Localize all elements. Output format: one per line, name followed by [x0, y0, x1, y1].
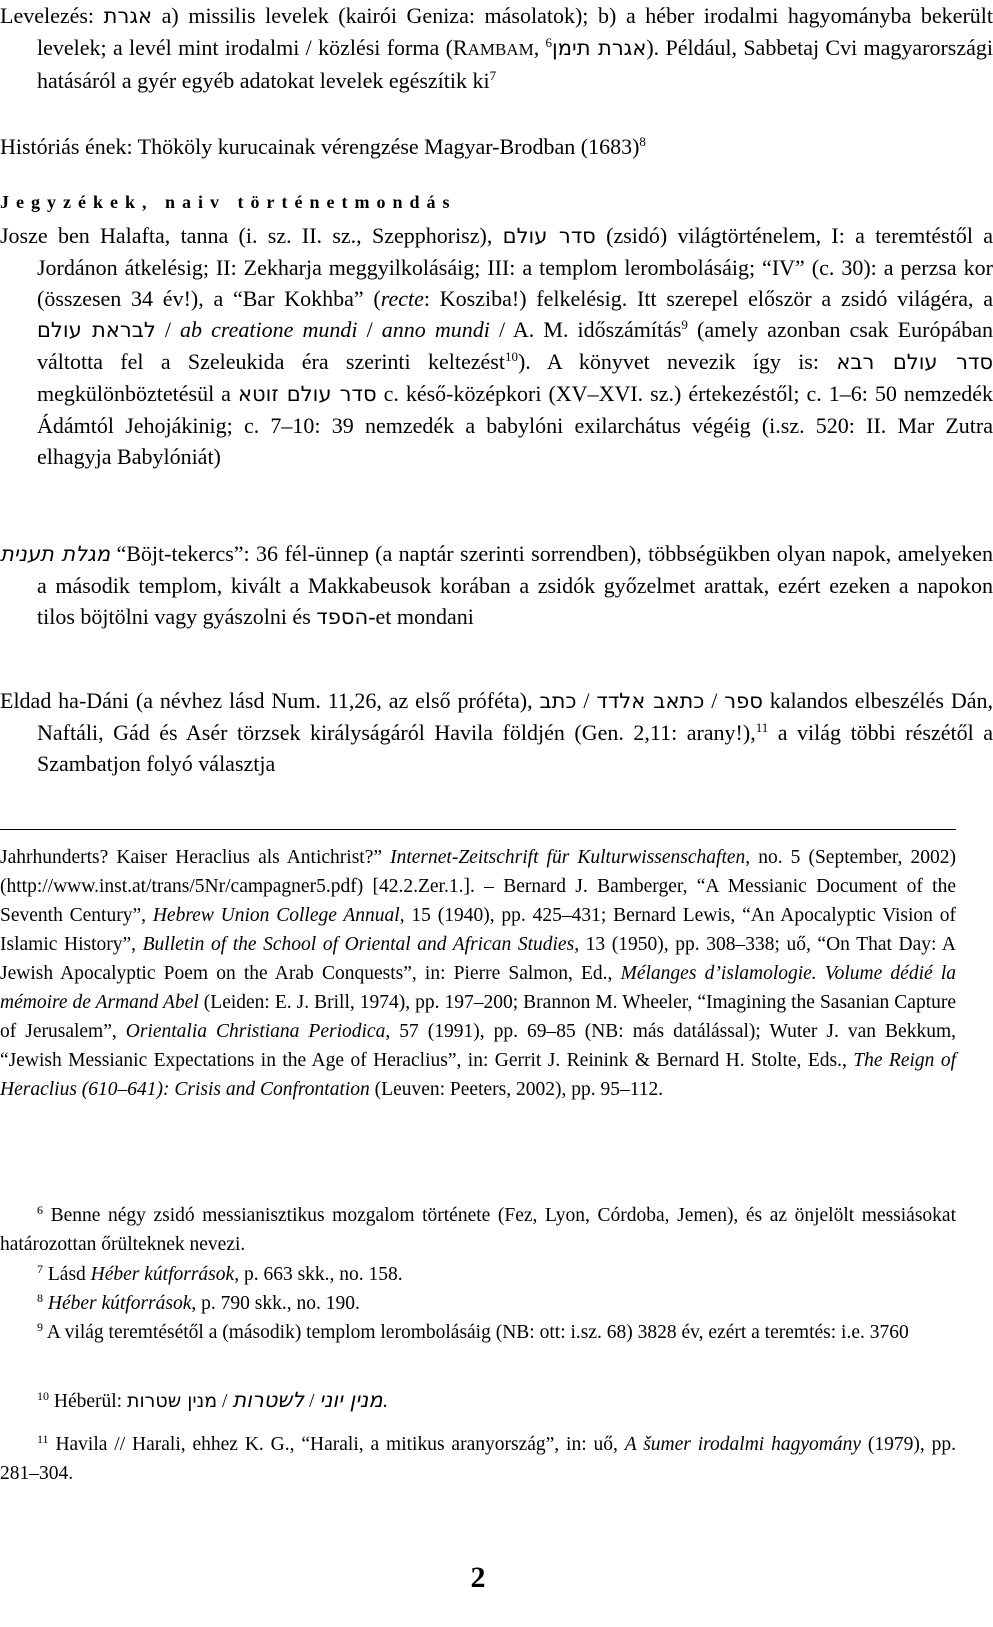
footnote-text: (Leiden: E. J. Brill, 1974), pp. 197–200; Brannon M. Wheeler, “Imagining the Sasanian Capture of Jerusalem”,: [0, 992, 957, 1042]
hebrew-term: אגרת תימן: [552, 36, 647, 60]
footnote-text: Havila // Harali, ehhez K. G., “Harali, a mitikus aranyország”, in: uő,: [48, 1434, 625, 1455]
footnote-text: Héberül:: [49, 1391, 127, 1412]
footnote-text: .: [382, 1391, 388, 1412]
entry-eldad: [0, 685, 993, 779]
footnote-text: A világ teremtésétől a (második) templom lerombolásáig (NB: ott: i.sz. 68) 3828 év, ezért a teremtés: i.e. 3760: [43, 1322, 909, 1343]
footnote-rule: [0, 829, 956, 830]
hebrew-term: מגלת תענית: [0, 542, 111, 566]
footnote-text: , p. 663 skk., no. 158.: [234, 1264, 403, 1285]
footnote-ref-11: 11: [755, 720, 769, 735]
italic-text: anno mundi: [381, 317, 490, 342]
entry-text: kalandos elbeszélés Dán, Naftáli, Gád és Asér törzsek királyságáról Havila földjén (Gen. 2,11: arany!),: [37, 688, 993, 745]
italic-text: recte: [380, 286, 424, 311]
footnote-text: /: [304, 1391, 320, 1412]
hebrew-term: סדר עולם זוטא: [237, 382, 377, 406]
hebrew-term: לשטרות: [232, 1388, 305, 1412]
footnote-number: 10: [37, 1389, 49, 1403]
hebrew-term: כתב: [539, 689, 577, 713]
footnote-text: Lásd: [43, 1264, 91, 1285]
entry-text: “Böjt-tekercs”: 36 fél-ünnep (a naptár szerinti sorrendben), többségükben olyan napok, amelyeken a második templom, kivált a Makkabeusok korában a zsidók győzelmet arattak, ezért ezeken a napokon tilos böjtölni vagy gyászolni és: [37, 541, 993, 629]
page-number: 2: [470, 1561, 486, 1594]
entry-text: c. késő-középkori (XV–XVI. sz.) értekezéstől; c. 1–6: 50 nemzedék Ádámtól Jehojákinig; c. 7–10: 39 nemzedék a babylóni exilarchátus végéig (i.sz. 520: II. Mar Zutra elhagyja Babylóniát): [37, 381, 993, 469]
entry-text: (amely azonban csak Európában váltotta fel a Szeleukida éra szerinti keltezést: [37, 317, 993, 374]
term-levelezes: Levelezés:: [0, 3, 95, 28]
footnote-8: [0, 1289, 956, 1318]
footnote-text: , p. 790 skk., no. 190.: [191, 1293, 360, 1314]
section-heading: [0, 187, 956, 216]
entry-text: ). A könyvet nevezik így is:: [517, 349, 837, 374]
italic-text: A šumer irodalmi hagyomány: [624, 1434, 861, 1455]
italic-text: Orientalia Christiana Periodica: [125, 1021, 386, 1042]
footnote-ref-6: 6: [545, 35, 553, 50]
hebrew-term: סדר עולם רבא: [836, 350, 993, 374]
footnote-text: /: [217, 1391, 233, 1412]
heading-text: Jegyzékek, naiv történetmondás: [0, 192, 457, 212]
hebrew-term: אגרת: [103, 4, 153, 28]
entry-text: /: [155, 317, 181, 342]
footnote-ref-10: 10: [504, 349, 518, 364]
footnote-10: [0, 1386, 956, 1416]
entry-text: /: [576, 688, 597, 713]
footnote-11: [0, 1430, 956, 1488]
hebrew-term: מנין יוני: [319, 1388, 383, 1412]
entry-text: (zsidó) világtörténelem, I: a teremtéstől a Jordánon átkelésig; II: Zekharja meggyilkolásáig; III: a templom lerombolásáig; “IV” (c. 30): a perzsa kor (összesen 34 év!), a “Bar Kokhba” (: [37, 223, 993, 311]
entry-text: ). Például, Sabbetaj Cvi magyarországi hatásáról a gyér egyéb adatokat levelek egészítik ki: [37, 35, 993, 93]
hebrew-term: סדר עולם: [502, 224, 596, 248]
entry-text: a világ többi részétől a Szambatjon folyó választja: [37, 720, 993, 776]
entry-megillat-taanit: [0, 538, 993, 633]
entry-historias-enek: [0, 131, 956, 162]
entry-josze: [0, 220, 993, 472]
italic-text: Mélanges d’islamologie. Volume dédié la mémoire de Armand Abel: [0, 963, 956, 1013]
entry-text: /: [704, 688, 725, 713]
italic-text: Bulletin of the School of Oriental and African Studies: [142, 934, 575, 955]
entry-text: -et mondani: [368, 604, 474, 629]
entry-levelezes: [0, 0, 993, 96]
rambam-smallcaps: AMBAM: [467, 40, 534, 59]
hebrew-term: הספד: [316, 605, 369, 629]
footnote-number: 11: [37, 1432, 49, 1446]
hebrew-term: מנין שטרות: [126, 1390, 218, 1412]
footnote-ref-7: 7: [489, 68, 497, 83]
entry-text: Josze ben Halafta, tanna (i. sz. II. sz., Szepphorisz),: [0, 223, 503, 248]
italic-text: ab creatione mundi: [180, 317, 358, 342]
hebrew-term: ספר: [724, 689, 763, 713]
footnote-text: (1979), pp. 281–304.: [0, 1434, 956, 1484]
footnote-text: , 15 (1940), pp. 425–431; Bernard Lewis, “An Apocalyptic Vision of Islamic History”,: [0, 905, 956, 955]
footnote-ref-8: 8: [639, 134, 646, 149]
entry-text: : Kosziba!) felkelésig. Itt szerepel először a zsidó világéra, a: [423, 286, 993, 311]
footnote-number: 6: [37, 1203, 43, 1217]
hebrew-term: לבראת עולם: [37, 318, 156, 342]
entry-text: / A. M. időszámítás: [489, 317, 682, 342]
italic-text: Internet-Zeitschrift für Kulturwissenschaften: [390, 847, 746, 868]
footnote-text: Jahrhunderts? Kaiser Heraclius als Antichrist?”: [0, 847, 391, 868]
entry-text: /: [357, 317, 382, 342]
footnote-6: [0, 1201, 956, 1259]
entry-text: megkülönböztetésül a: [37, 381, 238, 406]
footnote-text: , 13 (1950), pp. 308–338; uő, “On That Day: A Jewish Apocalyptic Poem on the Arab Conquests”, in: Pierre Salmon, Ed.,: [0, 934, 957, 984]
italic-text: Hebrew Union College Annual: [152, 905, 400, 926]
entry-text: Eldad ha-Dáni (a névhez lásd Num. 11,26, az első próféta),: [0, 688, 540, 713]
footnote-text: , no. 5 (September, 2002) (http://www.inst.at/trans/5Nr/campagner5.pdf) [42.2.Zer.1.]. – Bernard J. Bamberger, “A Messianic Document of the Seventh Century”,: [0, 847, 956, 926]
entry-text: ,: [533, 35, 546, 60]
footnote-number: 7: [37, 1262, 43, 1276]
footnote-text: , 57 (1991), pp. 69–85 (NB: más datálással); Wuter J. van Bekkum, “Jewish Messianic Expectations in the Age of Heraclius”, in: Gerrit J. Reinink & Bernard H. Stolte, Eds.,: [0, 1021, 956, 1071]
footnote-text: (Leuven: Peeters, 2002), pp. 95–112.: [369, 1079, 664, 1100]
footnote-continuation: [0, 843, 956, 1104]
italic-text: The Reign of Heraclius (610–641): Crisis and Confrontation: [0, 1050, 956, 1100]
footnote-number: 9: [37, 1320, 43, 1334]
italic-text: Héber kútforrások: [90, 1264, 235, 1285]
footnote-7: [0, 1260, 956, 1289]
italic-text: Héber kútforrások: [47, 1293, 192, 1314]
footnote-text: Benne négy zsidó messianisztikus mozgalom története (Fez, Lyon, Córdoba, Jemen), és az önjelölt messiásokat határozottan őrülteknek nevezi.: [0, 1205, 956, 1255]
entry-text: a) missilis levelek (kairói Geniza: másolatok); b) a héber irodalmi hagyományba bekerült levelek; a levél mint irodalmi / közlési forma (R: [37, 3, 993, 60]
footnote-number: 8: [37, 1291, 43, 1305]
entry-text: Históriás ének: Thököly kurucainak vérengzése Magyar-Brodban (1683): [0, 134, 640, 159]
hebrew-term: כתאב אלדד: [596, 689, 705, 713]
footnote-9: [0, 1318, 956, 1347]
footnote-ref-9: 9: [681, 317, 688, 332]
